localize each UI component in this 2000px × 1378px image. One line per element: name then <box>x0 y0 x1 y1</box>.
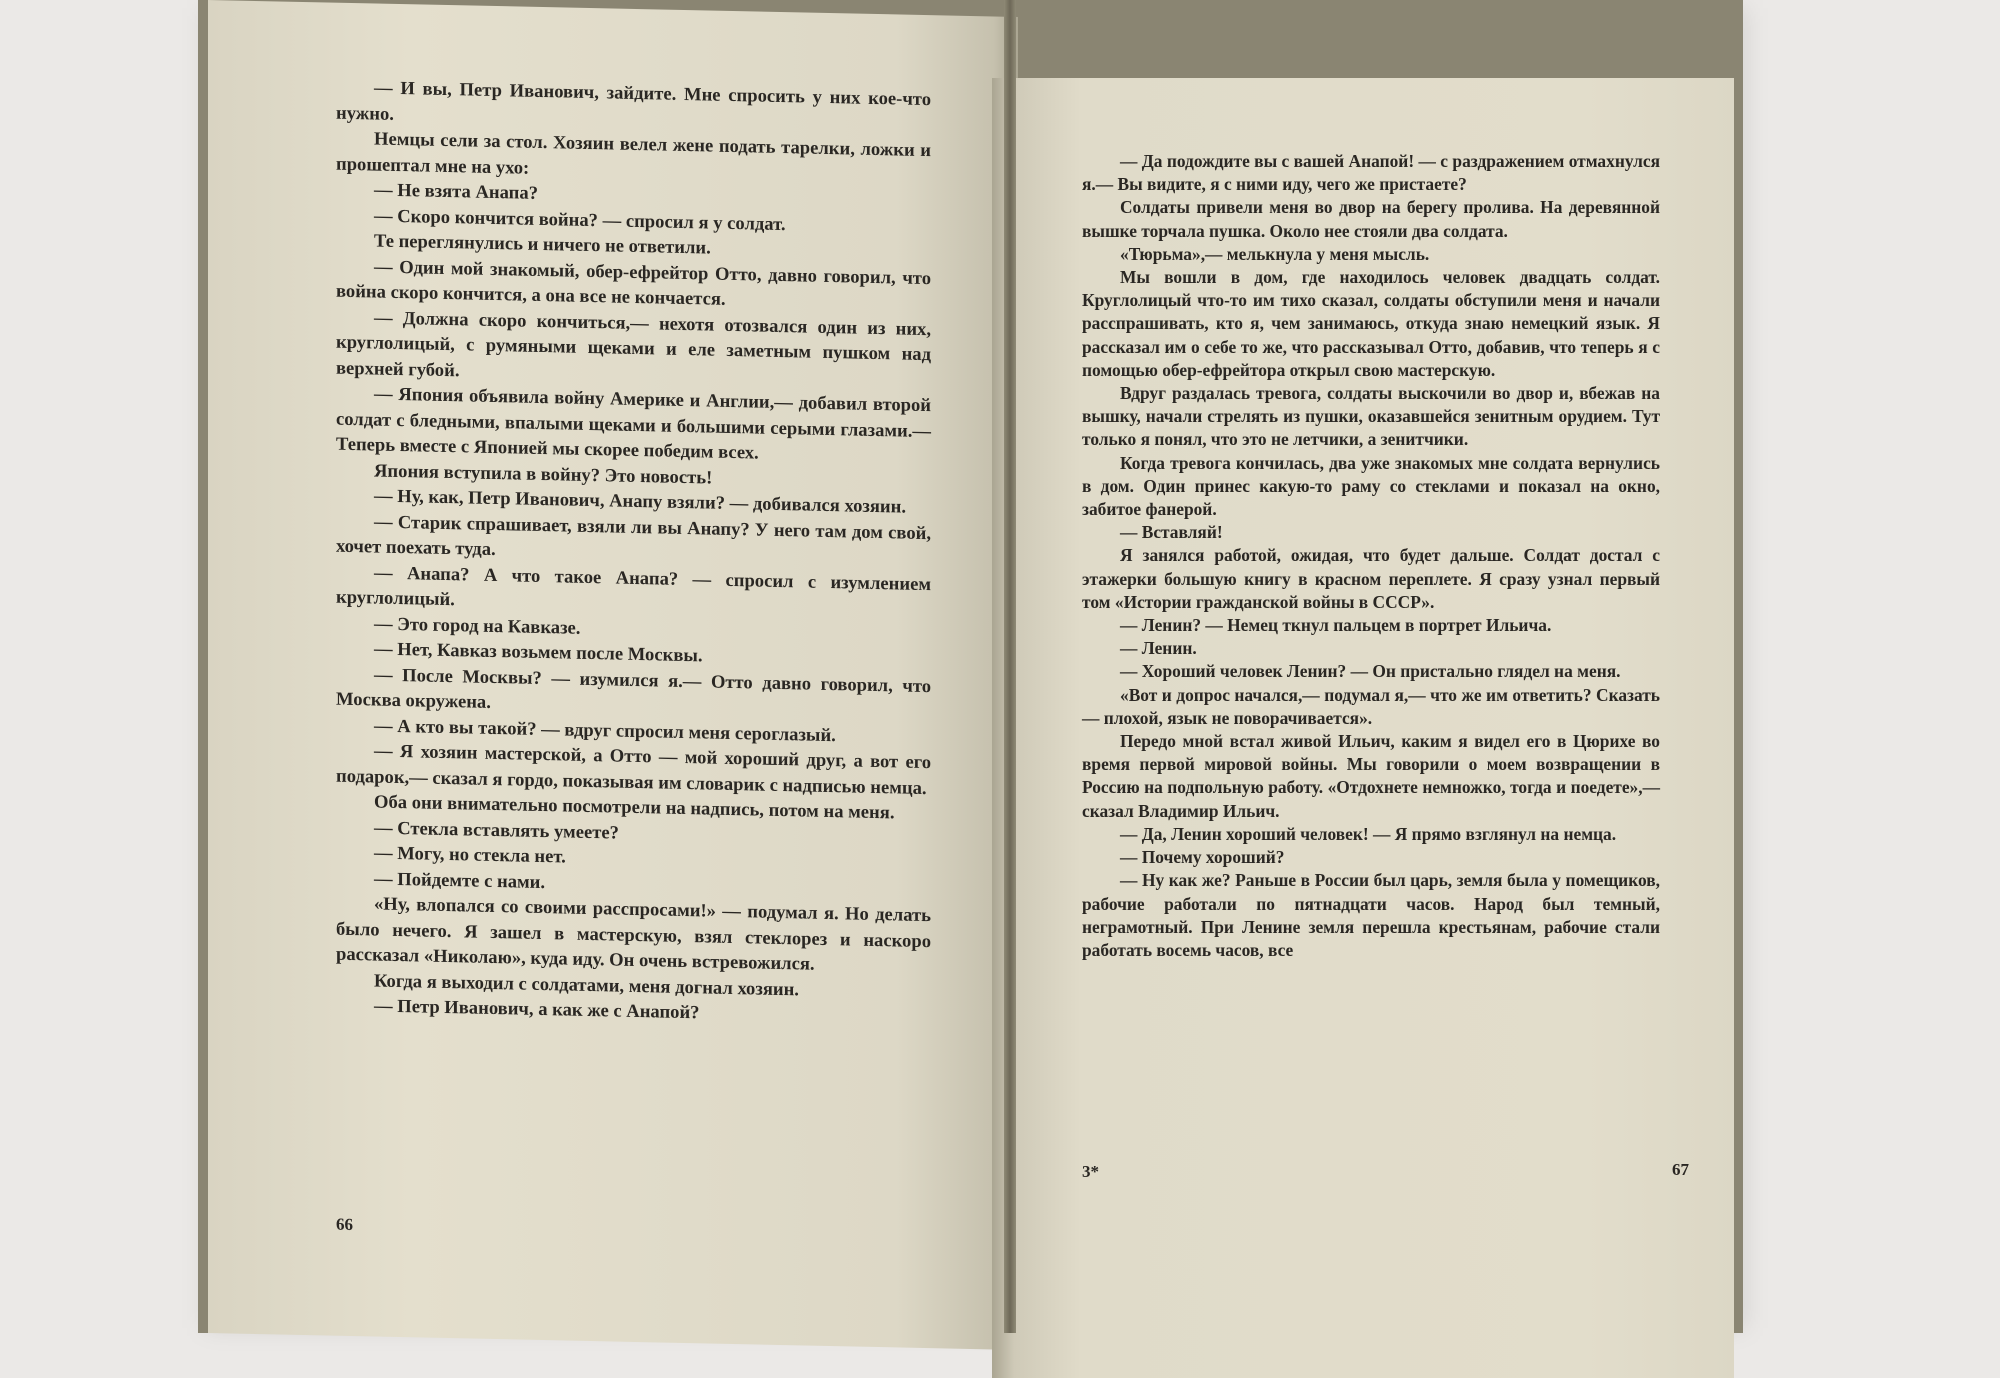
paragraph: «Ну, влопался со своими расспросами!» — подумал я. Но делать было нечего. Я зашел в мастерскую, взял стеклорез и наскоро рассказал «Николаю», куда иду. Он очень встревожился. <box>336 893 931 975</box>
left-page-number: 66 <box>336 1214 353 1235</box>
paragraph: — Вставляй! <box>1120 522 1223 543</box>
paragraph: Передо мной встал живой Ильич, каким я видел его в Цюрихе во время первой мировой войны. Мы говорили о моем возвращении в Россию на подпольную работу. «Отдохнете немножко, тогда и поедете»,— сказал Владимир Ильич. <box>1082 731 1660 821</box>
paragraph: «Тюрьма»,— мелькнула у меня мысль. <box>1120 243 1430 264</box>
paragraph: — После Москвы? — изумился я.— Отто давно говорил, что Москва окружена. <box>336 663 931 713</box>
paragraph: — Да подождите вы с вашей Анапой! — с раздражением отмахнулся я.— Вы видите, я с ними иду, чего же пристаете? <box>1082 151 1660 195</box>
paragraph: — Ленин? — Немец ткнул пальцем в портрет Ильича. <box>1120 615 1552 636</box>
paragraph: — Должна скоро кончиться,— нехотя отозвался один из них, круглолицый, с румяными щеками и еле заметным пушком над верхней губой. <box>336 306 931 381</box>
right-page <box>992 78 1734 1378</box>
paragraph: — Не взята Анапа? <box>374 179 538 204</box>
paragraph: — Нет, Кавказ возьмем после Москвы. <box>374 638 703 667</box>
paragraph: «Вот и допрос начался,— подумал я,— что же им ответить? Сказать — плохой, язык не поворачивается». <box>1082 684 1660 728</box>
paragraph: — Стекла вставлять умеете? <box>374 816 619 844</box>
right-page-text <box>1082 150 1660 962</box>
paragraph: Оба они внимательно посмотрели на надпись, потом на меня. <box>374 791 895 824</box>
paragraph: — Скоро кончится война? — спросил я у солдат. <box>374 204 786 235</box>
paragraph: — Япония объявила войну Америке и Англии,— добавил второй солдат с бледными, впалыми щеками и большими серыми глазами.— Теперь вместе с Японией мы скорее победим всех. <box>336 383 931 464</box>
paragraph: Когда тревога кончилась, два уже знакомых мне солдата вернулись в дом. Один принес какую-то раму со стеклами и показал на окно, забитое фанерой. <box>1082 452 1660 520</box>
paragraph: Немцы сели за стол. Хозяин велел жене подать тарелки, ложки и прошептал мне на ухо: <box>336 128 931 179</box>
paragraph: — Почему хороший? <box>1120 847 1285 868</box>
paragraph: Я занялся работой, ожидая, что будет дальше. Солдат достал с этажерки большую книгу в красном переплете. Я сразу узнал первый том «Истории гражданской войны в СССР». <box>1082 545 1660 612</box>
paragraph: — Да, Ленин хороший человек! — Я прямо взглянул на немца. <box>1120 823 1617 844</box>
paragraph: Вдруг раздалась тревога, солдаты выскочили во двор и, вбежав на вышку, начали стрелять из пушки, оказавшейся зенитным орудием. Тут только я понял, что это не летчики, а зенитчики. <box>1082 383 1660 450</box>
paragraph: — Хороший человек Ленин? — Он пристально глядел на меня. <box>1120 661 1621 682</box>
paragraph: — А кто вы такой? — вдруг спросил меня сероглазый. <box>374 714 836 746</box>
paragraph: Япония вступила в войну? Это новость! <box>374 459 713 489</box>
book-gutter <box>1004 0 1016 1333</box>
paragraph: — Ну, как, Петр Иванович, Анапу взяли? — добивался хозяин. <box>374 485 906 518</box>
paragraph: — И вы, Петр Иванович, зайдите. Мне спросить у них кое-что нужно. <box>336 77 931 125</box>
paragraph: — Я хозяин мастерской, а Отто — мой хороший друг, а вот его подарок,— сказал я гордо, показывая им словарик с надписью немца. <box>336 740 931 799</box>
signature-mark: 3* <box>1082 1162 1099 1181</box>
right-page-number: 67 <box>1672 1160 1689 1179</box>
paragraph: — Анапа? А что такое Анапа? — спросил с изумлением круглолицый. <box>336 561 931 611</box>
paragraph: Те переглянулись и ничего не ответили. <box>374 230 711 259</box>
paragraph: — Могу, но стекла нет. <box>374 842 566 868</box>
paragraph: — Петр Иванович, а как же с Анапой? <box>374 995 700 1024</box>
paragraph: Когда я выходил с солдатами, меня догнал хозяин. <box>374 969 799 1000</box>
paragraph: Солдаты привели меня во двор на берегу пролива. На деревянной вышке торчала пушка. Около нее стояли два солдата. <box>1082 197 1660 241</box>
paragraph: — Это город на Кавказе. <box>374 612 581 639</box>
left-page <box>208 0 1018 1350</box>
paragraph: — Ну как же? Раньше в России был царь, земля была у помещиков, рабочие работали по пятнадцати часов. Народ был темный, неграмотный. При Ленине земля перешла крестьянам, рабочие стали работать восемь часов, все <box>1082 870 1660 960</box>
left-page-text <box>336 75 931 1031</box>
paragraph: — Ленин. <box>1120 638 1197 659</box>
paragraph: — Старик спрашивает, взяли ли вы Анапу? У него там дом свой, хочет поехать туда. <box>336 510 931 561</box>
paragraph: Мы вошли в дом, где находилось человек двадцать солдат. Круглолицый что-то им тихо сказал, солдаты обступили меня и начали расспрашивать, кто я, чем занимаюсь, откуда знаю немецкий язык. Я рассказал им о себе то же, что рассказывал Отто, добавив, что теперь я с помощью обер-ефрейтора открыл свою мастерскую. <box>1082 267 1660 380</box>
paragraph: — Один мой знакомый, обер-ефрейтор Отто, давно говорил, что война скоро кончится, а она все не кончается. <box>336 255 931 310</box>
paragraph: — Пойдемте с нами. <box>374 867 546 893</box>
